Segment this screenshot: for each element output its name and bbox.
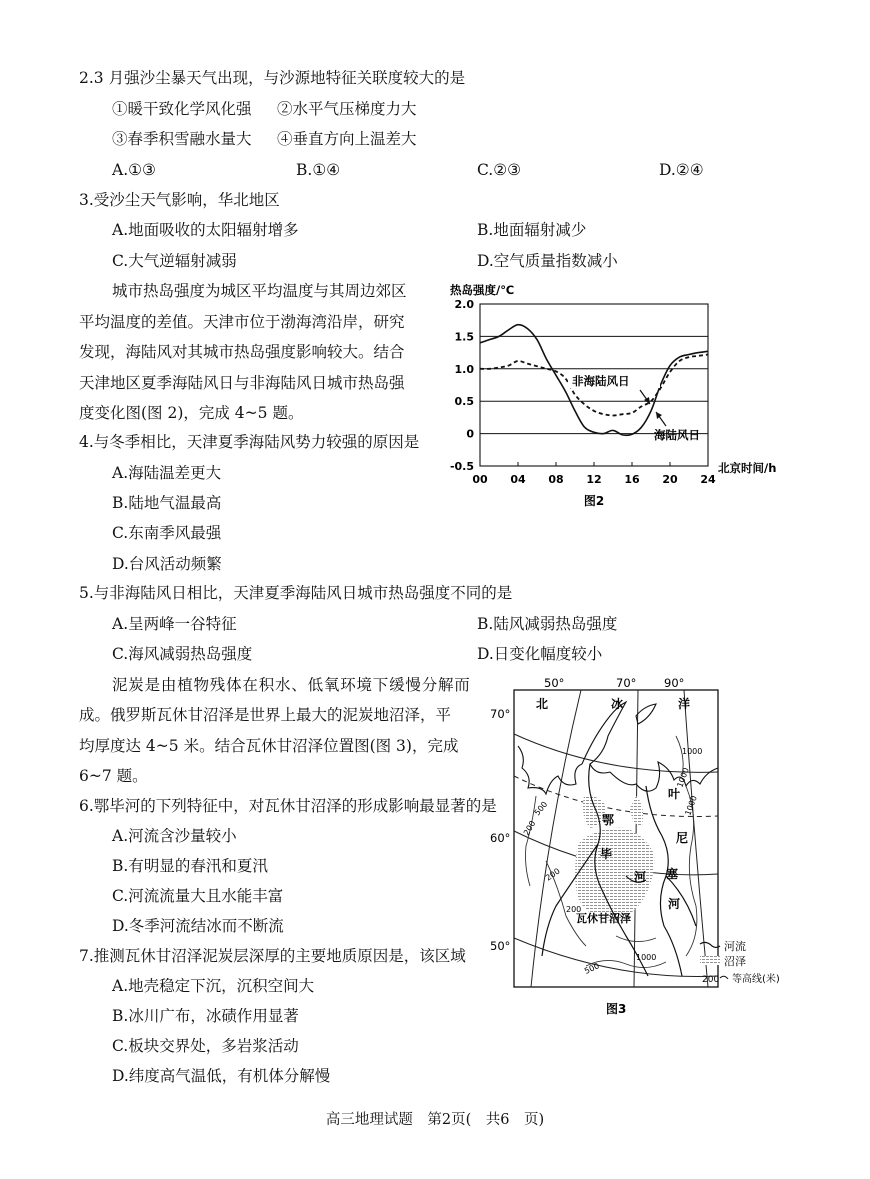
x-tick-label: 16 [624,473,640,486]
q2-option-d: D.②④ [659,161,704,179]
q2-option-a: A.①③ [112,161,156,179]
passage2-line-3: 均厚度达 4~5 米。结合瓦休甘沼泽位置图(图 3)，完成 [79,737,459,755]
q2-item-2: ②水平气压梯度力大 [277,100,417,118]
contour-label-1000c: 1000 [675,766,691,789]
lon-label-70: 70° [616,676,637,690]
contour-label-500a: 500 [532,799,550,818]
map-caption: 图3 [606,1002,627,1016]
label-yang: 洋 [678,697,691,711]
label-sai: 塞 [666,867,679,881]
passage1-line-1: 城市热岛强度为城区平均温度与其周边郊区 [112,282,407,300]
label-vasyugan: 瓦休甘沼泽 [576,912,631,925]
passage2-line-2: 成。俄罗斯瓦休甘沼泽是世界上最大的泥炭地沼泽，平 [79,706,452,724]
series-label-sea-land-breeze: 海陆风日 [654,428,700,442]
y-tick-label: 0 [466,427,474,441]
q4-option-c: C.东南季风最强 [112,524,222,542]
q5-stem: 5.与非海陆风日相比，天津夏季海陆风日城市热岛强度不同的是 [79,584,513,602]
page-footer: 高三地理试题 第2页( 共6 页) [325,1112,545,1128]
q7-option-d: D.纬度高气温低，有机体分解慢 [112,1067,331,1085]
y-tick-label: 0.5 [454,395,474,409]
q5-option-d: D.日变化幅度较小 [477,645,603,663]
lon-label-50: 50° [544,676,565,690]
legend-contour-value: 200 [702,975,720,985]
q3-stem: 3.受沙尘天气影响，华北地区 [79,191,280,209]
legend-contour-symbol [720,976,728,979]
passage1-line-2: 平均温度的差值。天津市位于渤海湾沿岸，研究 [79,313,405,331]
q4-option-a: A.海陆温差更大 [112,464,222,482]
chart-caption: 图2 [583,494,605,508]
y-tick-label: 2.0 [454,298,474,311]
x-tick-label: 24 [700,473,716,486]
q2-item-3: ③春季积雪融水量大 [112,130,252,148]
q4-option-d: D.台风活动频繁 [112,555,222,573]
q3-option-c: C.大气逆辐射减弱 [112,252,237,270]
label-bei: 北 [536,697,549,711]
q7-option-b: B.冰川广布，冰碛作用显著 [112,1007,299,1025]
heat-island-chart [440,280,800,510]
q6-option-b: B.有明显的春汛和夏汛 [112,857,268,875]
q7-stem: 7.推测瓦休甘沼泽泥炭层深厚的主要地质原因是，该区域 [79,947,466,965]
passage2-line-4: 6~7 题。 [79,767,148,785]
contour-label-200b: 200 [543,866,562,883]
q6-option-c: C.河流流量大且水能丰富 [112,887,284,905]
q3-option-b: B.地面辐射减少 [477,221,587,239]
label-bi: 毕 [600,847,613,861]
q4-stem: 4.与冬季相比，天津夏季海陆风势力较强的原因是 [79,433,420,451]
lat-label-50: 50° [490,939,511,953]
q2-item-4: ④垂直方向上温差大 [277,130,417,148]
q7-option-a: A.地壳稳定下沉，沉积空间大 [112,977,315,995]
q6-stem: 6.鄂毕河的下列特征中，对瓦休甘沼泽的形成影响最显著的是 [79,797,497,815]
q6-option-d: D.冬季河流结冰而不断流 [112,917,284,935]
contour-label-200c: 200 [566,905,582,914]
series-label-non-sea-land-breeze: 非海陆风日 [572,374,630,388]
lat-label-70: 70° [490,707,511,721]
q3-option-a: A.地面吸收的太阳辐射增多 [112,221,299,239]
passage1-line-5: 度变化图(图 2)，完成 4~5 题。 [79,404,304,422]
q5-option-c: C.海风减弱热岛强度 [112,645,253,663]
q5-option-a: A.呈两峰一谷特征 [112,615,237,633]
label-bing: 冰 [611,697,624,711]
lon-label-90: 90° [664,676,685,690]
label-ni: 尼 [676,831,689,845]
lat-label-60: 60° [490,831,511,845]
x-tick-label: 00 [472,473,488,486]
passage1-line-4: 天津地区夏季海陆风日与非海陆风日城市热岛强 [79,374,405,392]
x-tick-label: 20 [662,473,678,486]
x-axis-title: 北京时间/h [718,461,777,475]
label-he-2: 河 [668,897,681,911]
q2-option-c: C.②③ [477,161,522,179]
legend-river: 河流 [724,940,746,953]
q2-item-1: ①暖干致化学风化强 [112,100,252,118]
y-tick-label: -0.5 [449,460,474,473]
q5-option-b: B.陆风减弱热岛强度 [477,615,618,633]
map-legend [700,939,780,985]
q3-option-d: D.空气质量指数减小 [477,252,618,270]
y-tick-label: 1.0 [454,362,474,376]
contour-label-200a: 200 [521,819,538,837]
passage1-line-3: 发现，海陆风对其城市热岛强度影响较大。结合 [79,343,405,361]
label-he-1: 河 [634,870,647,884]
contour-label-1000b: 1000 [636,953,657,962]
contour-label-1000d: 1000 [683,794,699,817]
q4-option-b: B.陆地气温最高 [112,494,222,512]
x-tick-label: 08 [548,473,564,486]
legend-contour: 等高线(米) [732,974,780,985]
x-tick-label: 12 [586,473,602,486]
q2-option-b: B.①④ [296,161,341,179]
legend-swamp: 沼泽 [724,955,746,968]
q7-option-c: C.板块交界处，多岩浆活动 [112,1037,299,1055]
label-ye: 叶 [668,787,681,801]
q2-stem: 2.3 月强沙尘暴天气出现，与沙源地特征关联度较大的是 [79,69,466,87]
y-tick-label: 1.5 [454,330,474,344]
contour-label-500b: 500 [583,961,601,976]
q6-option-a: A.河流含沙量较小 [112,827,237,845]
passage2-line-1: 泥炭是由植物残体在积水、低氧环境下缓慢分解而 [112,676,471,694]
x-tick-label: 04 [510,473,526,486]
legend-swamp-symbol [700,956,720,965]
label-e: 鄂 [602,813,615,827]
y-axis-title: 热岛强度/℃ [450,283,515,297]
series-arrowhead-2 [656,412,662,419]
vasyugan-swamp-map [486,676,786,1021]
contour-label-1000a: 1000 [682,747,703,756]
